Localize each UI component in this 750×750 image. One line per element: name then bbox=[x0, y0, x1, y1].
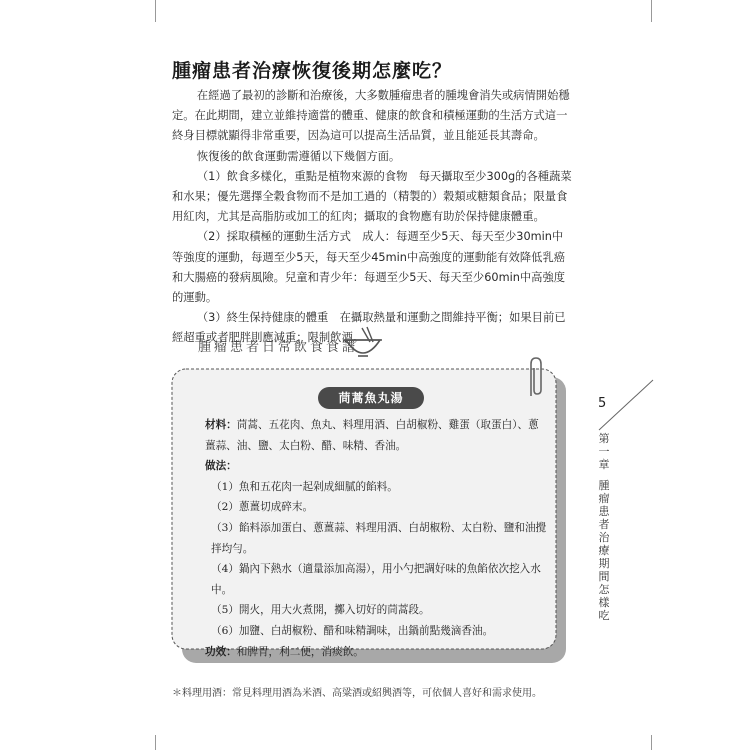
recipe-body bbox=[198, 415, 548, 662]
ingredients-text: 茼蒿、五花肉、魚丸、料理用酒、白胡椒粉、雞蛋（取蛋白）、蔥薑蒜、油、鹽、太白粉、醋、味精、香油。 bbox=[205, 419, 539, 452]
paragraph-healthy-weight: （3）終生保持健康的體重 在攝取熱量和運動之間維持平衡；如果目前已經超重或者肥胖則應減重；限制飲酒。 bbox=[172, 311, 566, 345]
ingredients-label: 材料： bbox=[205, 419, 237, 431]
body-text bbox=[172, 86, 572, 349]
paragraph-exercise: （2）採取積極的運動生活方式 成人：每週至少5天、每天至少30min中等強度的運動，每週至少5天，每天至少45min中高強度的運動能有效降低乳癌和大腸癌的發病風險。兒童和青少年：每週至少5天、每天至少60min中高強度的運動。 bbox=[172, 230, 566, 305]
paragraph-intro: 在經過了最初的診斷和治療後，大多數腫瘤患者的腫塊會消失或病情開始穩定。在此期間，建立並維持適當的體重、健康的飲食和積極運動的生活方式這一終身目標就顯得非常重要，因為這可以提高生活品質，並且能延長其壽命。 bbox=[172, 89, 570, 143]
chapter-label: 第一章 bbox=[598, 432, 610, 471]
recipe-step: （4）鍋內下熱水（適量添加高湯），用小勺把調好味的魚餡依次挖入水中。 bbox=[211, 563, 541, 596]
effect-label: 功效： bbox=[205, 645, 237, 658]
chapter-marker bbox=[597, 432, 611, 622]
paragraph-diet-variety: （1）飲食多樣化，重點是植物來源的食物 每天攝取至少300g的各種蔬菜和水果；優先選擇全穀食物而不是加工過的（精製的）穀類或糖類食品；限量食用紅肉，尤其是高脂肪或加工的紅肉；攝取的食物應有助於保持健康體重。 bbox=[172, 169, 572, 224]
recipe-name-badge: 茼蒿魚丸湯 bbox=[318, 387, 424, 409]
paperclip-icon bbox=[525, 356, 545, 404]
recipe-step: （3）餡料添加蛋白、蔥薑蒜、料理用酒、白胡椒粉、太白粉、鹽和油攪拌均勻。 bbox=[211, 521, 547, 555]
crop-mark-bottom-left bbox=[155, 735, 156, 750]
crop-mark-bottom-right bbox=[651, 735, 652, 750]
crop-mark-top-left bbox=[155, 0, 156, 22]
method-label: 做法： bbox=[205, 460, 237, 473]
recipe-card bbox=[168, 365, 568, 665]
recipe-step: （5）開火，用大火煮開，擲入切好的茼蒿段。 bbox=[211, 604, 430, 617]
bowl-icon bbox=[340, 326, 386, 364]
recipe-step: （6）加鹽、白胡椒粉、醋和味精調味，出鍋前點幾滴香油。 bbox=[211, 624, 494, 637]
footnote: ＊料理用酒：常見料理用酒為米酒、高粱酒或紹興酒等，可依個人喜好和需求使用。 bbox=[172, 688, 542, 699]
effect-text: 和脾胃，利二便，消痰飲。 bbox=[236, 645, 364, 658]
recipe-section-heading: 腫瘤患者日常飲食食譜 bbox=[198, 340, 359, 355]
chapter-divider bbox=[597, 378, 657, 437]
crop-mark-top-right bbox=[651, 0, 652, 22]
page-title: 腫瘤患者治療恢復後期怎麼吃？ bbox=[172, 60, 453, 82]
chapter-title: 腫瘤患者治療期間怎樣吃 bbox=[598, 479, 610, 622]
paragraph-guideline-lead: 恢復後的飲食運動需遵循以下幾個方面。 bbox=[196, 149, 401, 163]
page-number: 5 bbox=[598, 396, 607, 411]
recipe-step: （2）蔥薑切成碎末。 bbox=[211, 501, 314, 514]
recipe-step: （1）魚和五花肉一起剁成細膩的餡料。 bbox=[211, 480, 398, 493]
